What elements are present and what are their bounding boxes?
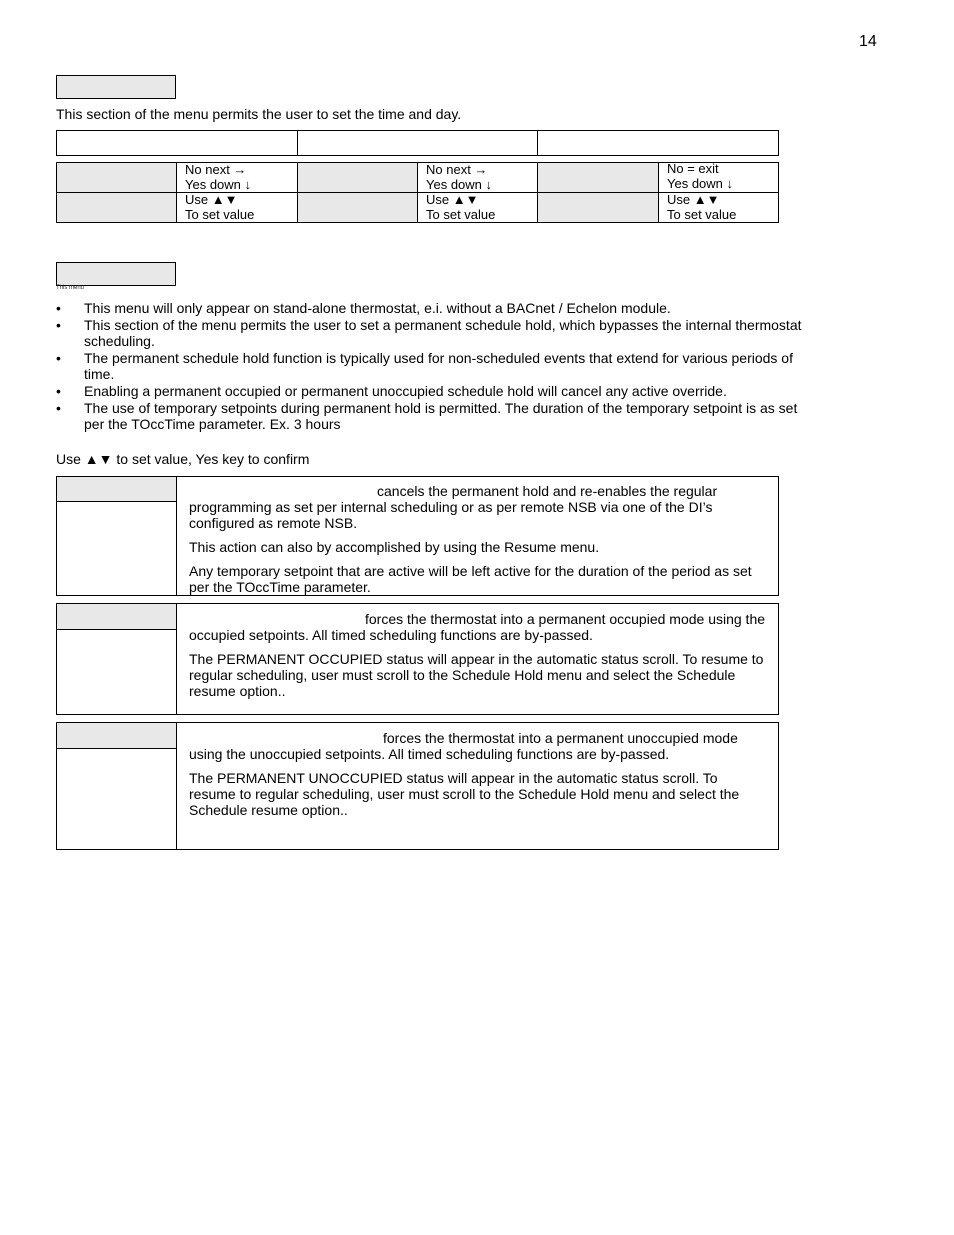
option-occupied-para-2: The PERMANENT OCCUPIED status will appear in the automatic status scroll. To resume to regular scheduling, user must scroll to the Schedule Hold menu and select the Schedule resume option..: [189, 651, 764, 699]
option-unoccupied-para-1: forces the thermostat into a permanent unoccupied mode using the unoccupied setpoints. All timed scheduling functions are by-passed.: [189, 730, 738, 762]
tiny-caption: This menu: [56, 285, 85, 291]
step-1-display-row1: [56, 162, 177, 193]
header-cell-1: [56, 130, 298, 156]
option-occupied-display: [56, 603, 177, 630]
bullet-item: [56, 400, 816, 432]
step-2-display-row2: [297, 192, 418, 223]
bullet-text: This menu will only appear on stand-alone thermostat, e.i. without a BACnet / Echelon module.: [84, 300, 671, 316]
bullet-text: Enabling a permanent occupied or permanent unoccupied schedule hold will cancel any active override.: [84, 383, 727, 399]
option-occupied-desc: [189, 611, 769, 707]
bullet-item: [56, 383, 816, 399]
option-resume-para-3: Any temporary setpoint that are active will be left active for the duration of the period as set per the TOccTime parameter.: [189, 563, 752, 595]
bullet-item: [56, 300, 816, 316]
use-instruction: Use ▲▼ to set value, Yes key to confirm: [56, 451, 310, 467]
header-cell-2: [297, 130, 538, 156]
step-1-row2-line1: Use ▲▼: [185, 192, 238, 207]
bullet-dot-icon: •: [56, 317, 61, 333]
step-3-row1-line2: Yes down ↓: [667, 176, 734, 191]
option-resume-para-2: This action can also by accomplished by using the Resume menu.: [189, 539, 600, 555]
option-resume-display: [56, 476, 177, 502]
step-3-display-row1: [537, 162, 659, 193]
step-1-row1-line2: Yes down ↓: [185, 177, 252, 192]
schedule-hold-bullets: [56, 300, 816, 433]
time-day-heading-box: [56, 75, 176, 99]
page-number: 14: [859, 33, 877, 50]
bullet-item: [56, 350, 816, 382]
step-1-row2-line2: To set value: [185, 207, 255, 222]
step-3-row2-line1: Use ▲▼: [667, 192, 720, 207]
step-1-row1-line1: No next →: [185, 162, 247, 177]
step-2-row1-line2: Yes down ↓: [426, 177, 493, 192]
option-unoccupied-desc: [189, 730, 754, 826]
bullet-dot-icon: •: [56, 383, 61, 399]
step-2-row2-line2: To set value: [426, 207, 496, 222]
option-resume-para-1: cancels the permanent hold and re-enables the regular programming as set per internal scheduling or as per remote NSB via one of the DI’s configured as remote NSB.: [189, 483, 718, 531]
option-unoccupied-display: [56, 722, 177, 749]
step-1-display-row2: [56, 192, 177, 223]
step-3-display-row2: [537, 192, 659, 223]
bullet-text: The use of temporary setpoints during permanent hold is permitted. The duration of the temporary setpoint is as set per the TOccTime parameter. Ex. 3 hours: [84, 400, 798, 432]
schedule-hold-heading-box: [56, 262, 176, 286]
option-unoccupied-para-2: The PERMANENT UNOCCUPIED status will appear in the automatic status scroll. To resume to regular scheduling, user must scroll to the Schedule Hold menu and select the Schedule resume option..: [189, 770, 740, 818]
bullet-dot-icon: •: [56, 300, 61, 316]
step-2-display-row1: [297, 162, 418, 193]
bullet-text: This section of the menu permits the user to set a permanent schedule hold, which bypasses the internal thermostat scheduling.: [84, 317, 802, 349]
step-2-row2-line1: Use ▲▼: [426, 192, 479, 207]
step-3-row2-line2: To set value: [667, 207, 737, 222]
option-occupied-para-1: forces the thermostat into a permanent occupied mode using the occupied setpoints. All timed scheduling functions are by-passed.: [189, 611, 766, 643]
option-resume-desc: [189, 483, 764, 603]
step-2-row1-line1: No next →: [426, 162, 488, 177]
bullet-item: [56, 317, 816, 349]
time-day-intro: This section of the menu permits the user to set the time and day.: [56, 106, 462, 122]
step-3-row1-line1: No = exit: [667, 161, 719, 176]
bullet-dot-icon: •: [56, 400, 61, 416]
bullet-dot-icon: •: [56, 350, 61, 366]
bullet-text: The permanent schedule hold function is typically used for non-scheduled events that extend for various periods of time.: [84, 350, 793, 382]
header-cell-3: [537, 130, 779, 156]
